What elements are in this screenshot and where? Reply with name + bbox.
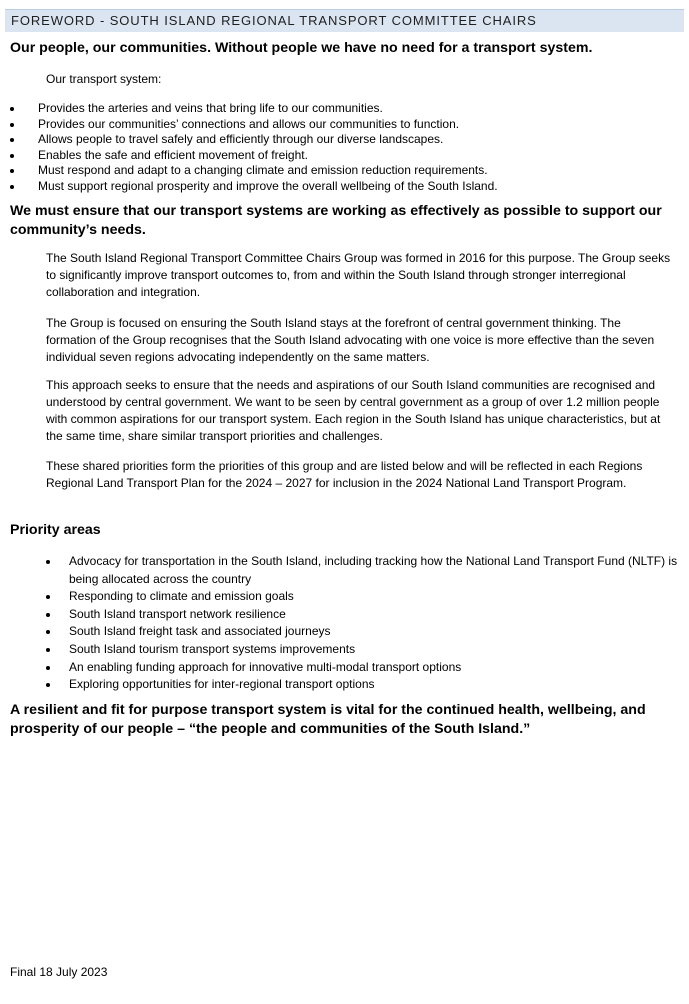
list-item-text: Allows people to travel safely and efficiently through our diverse landscapes. [38, 132, 444, 147]
list-item-text: An enabling funding approach for innovative multi-modal transport options [69, 659, 462, 674]
list-item-text: Enables the safe and efficient movement of freight. [38, 147, 308, 162]
bullet-icon [10, 138, 14, 142]
lead-heading: Our people, our communities. Without people we have no need for a transport system. [10, 40, 593, 56]
list-item [10, 117, 680, 133]
list-item-text: Exploring opportunities for inter-regional transport options [69, 677, 375, 692]
list-item [45, 588, 680, 606]
bullet-icon [46, 683, 50, 687]
paragraph-formation: The South Island Regional Transport Committee Chairs Group was formed in 2016 for this purpose. The Group seeks to significantly improve transport outcomes to, from and within the South Island through stronger interregional collaboration and integration. [46, 251, 671, 299]
list-item-text: Responding to climate and emission goals [69, 589, 294, 604]
bullet-icon [46, 630, 50, 634]
bullet-icon [46, 666, 50, 670]
bullet-icon [46, 648, 50, 652]
paragraph-focus: The Group is focused on ensuring the South Island stays at the forefront of central government thinking. The formation of the Group recognises that the South Island advocating with one voice is more effective than the seven individual seven regions advocating independently on the same matters. [46, 316, 655, 364]
list-item-text: South Island freight task and associated journeys [69, 624, 331, 639]
priority-heading: Priority areas [10, 522, 101, 538]
page-footer: Final 18 July 2023 [10, 965, 108, 979]
list-item-text: Provides our communities’ connections and allows our communities to function. [38, 116, 460, 131]
paragraph-approach: This approach seeks to ensure that the needs and aspirations of our South Island communities are recognised and understood by central government. We want to be seen by central government as a group of over 1.2 million people with common aspirations for our transport system. Each region in the South Island has unique characteristics, but at the same time, share similar transport priorities and challenges. [46, 378, 661, 443]
list-item [10, 163, 680, 179]
list-item [10, 148, 680, 164]
list-item [45, 676, 680, 694]
bullet-icon [10, 185, 14, 189]
system-bullet-list [10, 101, 680, 195]
must-heading: We must ensure that our transport systems are working as effectively as possible to support our community’s needs. [10, 203, 662, 238]
list-item-text: South Island transport network resilience [69, 606, 286, 621]
closing-heading: A resilient and fit for purpose transport system is vital for the continued health, wellbeing, and prosperity of our people – “the people and communities of the South Island.” [10, 702, 646, 737]
intro-text: Our transport system: [46, 72, 162, 86]
list-item [10, 101, 680, 117]
bullet-icon [46, 595, 50, 599]
bullet-icon [10, 107, 14, 111]
list-item [10, 179, 680, 195]
bullet-icon [10, 154, 14, 158]
list-item-text: Must support regional prosperity and improve the overall wellbeing of the South Island. [38, 178, 498, 193]
bullet-icon [46, 560, 50, 564]
priority-bullet-list [45, 553, 680, 694]
list-item [45, 553, 680, 588]
bullet-icon [46, 613, 50, 617]
list-item-text: Provides the arteries and veins that bring life to our communities. [38, 101, 383, 115]
paragraph-priorities: These shared priorities form the priorities of this group and are listed below and will be reflected in each Regions Regional Land Transport Plan for the 2024 – 2027 for inclusion in the 2024 National Land Transport Program. [46, 459, 643, 490]
list-item [45, 606, 680, 624]
section-header-title: FOREWORD - SOUTH ISLAND REGIONAL TRANSPORT COMMITTEE CHAIRS [11, 13, 537, 28]
list-item [45, 659, 680, 677]
section-header-band [5, 9, 684, 32]
list-item-text: Must respond and adapt to a changing climate and emission reduction requirements. [38, 163, 488, 178]
list-item-text: Advocacy for transportation in the South Island, including tracking how the National Land Transport Fund (NLTF) is being allocated across the country [69, 554, 678, 586]
list-item [10, 132, 680, 148]
list-item-text: South Island tourism transport systems improvements [69, 641, 356, 656]
bullet-icon [10, 123, 14, 127]
list-item [45, 641, 680, 659]
list-item [45, 623, 680, 641]
bullet-icon [10, 169, 14, 173]
